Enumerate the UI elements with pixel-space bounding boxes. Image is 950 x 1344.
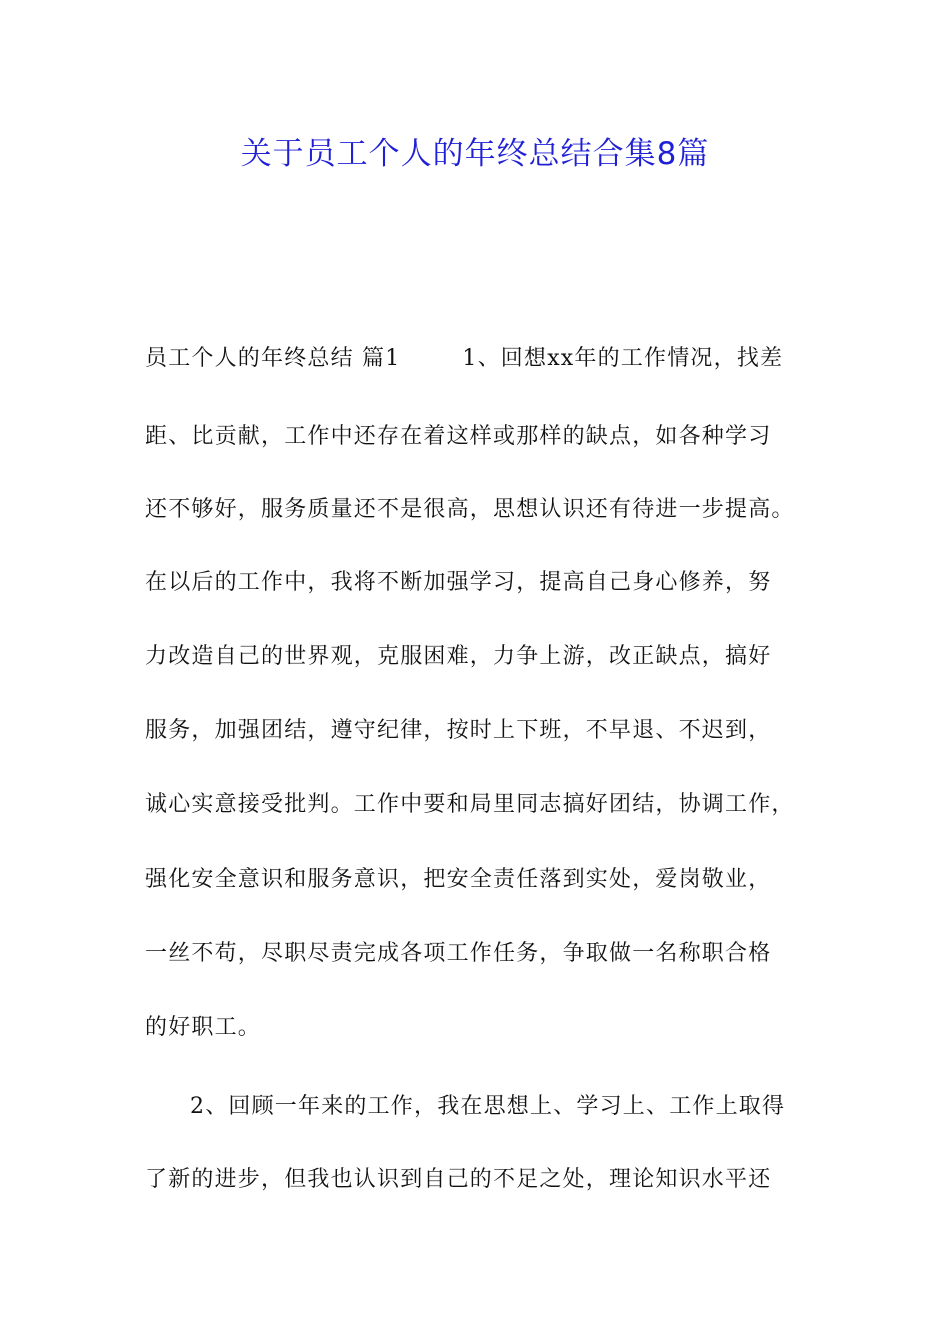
- paragraph-line: [145, 343, 845, 375]
- paragraph-line: 距、比贡献，工作中还存在着这样或那样的缺点，如各种学习: [145, 424, 772, 449]
- document-title: 关于员工个人的年终总结合集8篇: [240, 136, 710, 172]
- section-heading: 员工个人的年终总结 篇1: [145, 346, 401, 371]
- paragraph-line: 强化安全意识和服务意识，把安全责任落到实处，爱岗敬业，: [145, 867, 772, 892]
- paragraph-line: 诚心实意接受批判。工作中要和局里同志搞好团结，协调工作，: [145, 792, 795, 817]
- paragraph-line: 服务，加强团结，遵守纪律，按时上下班，不早退、不迟到，: [145, 718, 772, 743]
- paragraph-line: 在以后的工作中，我将不断加强学习，提高自己身心修养，努: [145, 570, 772, 595]
- paragraph-line: 了新的进步，但我也认识到自己的不足之处，理论知识水平还: [145, 1167, 772, 1192]
- paragraph-line: 还不够好，服务质量还不是很高，思想认识还有待进一步提高。: [145, 497, 795, 522]
- paragraph-text: 1、回想xx年的工作情况，找差: [462, 346, 784, 371]
- paragraph-line: 力改造自己的世界观，克服困难，力争上游，改正缺点，搞好: [145, 644, 772, 669]
- paragraph-line: 的好职工。: [145, 1015, 262, 1040]
- paragraph-line: 2、回顾一年来的工作，我在思想上、学习上、工作上取得: [190, 1094, 786, 1119]
- paragraph-line: 一丝不苟，尽职尽责完成各项工作任务，争取做一名称职合格: [145, 941, 772, 966]
